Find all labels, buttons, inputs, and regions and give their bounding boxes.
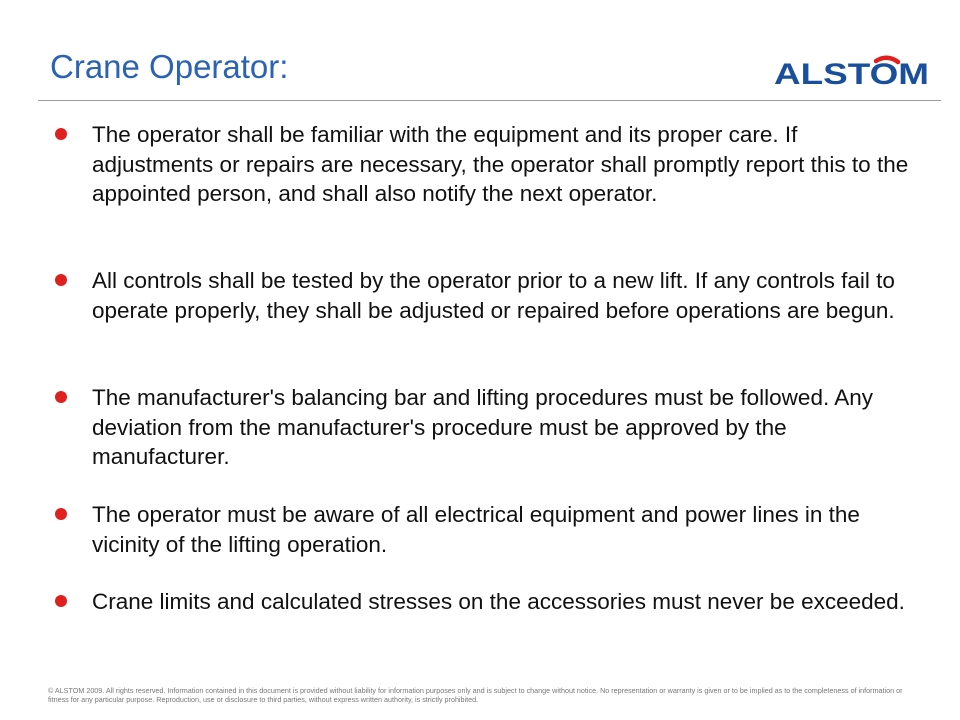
title-divider	[38, 100, 941, 101]
bullet-text: The operator shall be familiar with the equipment and its proper care. If adjustments or repairs are necessary, the operator shall promptly report this to the appointed person, and shall also notify the next operator.	[92, 122, 909, 206]
bullet-item	[55, 587, 915, 617]
bullet-text: The operator must be aware of all electrical equipment and power lines in the vicinity of the lifting operation.	[92, 502, 860, 557]
bullet-dot-icon	[55, 128, 67, 140]
bullet-item	[55, 120, 915, 266]
bullet-dot-icon	[55, 595, 67, 607]
bullet-dot-icon	[55, 391, 67, 403]
alstom-logo	[774, 55, 929, 91]
slide-title: Crane Operator:	[50, 48, 289, 85]
bullet-item	[55, 266, 915, 383]
bullet-dot-icon	[55, 508, 67, 520]
bullet-item	[55, 500, 915, 587]
bullet-list	[55, 120, 915, 617]
bullet-dot-icon	[55, 274, 67, 286]
bullet-text: All controls shall be tested by the operator prior to a new lift. If any controls fail to operate properly, they shall be adjusted or repaired before operations are begun.	[92, 268, 895, 323]
bullet-text: Crane limits and calculated stresses on the accessories must never be exceeded.	[92, 589, 905, 614]
alstom-logo-text: ALSTOM	[774, 58, 929, 91]
copyright-footer: © ALSTOM 2009. All rights reserved. Information contained in this document is provided without liability for information purposes only and is subject to change without notice. No representation or warranty is given or to be implied as to the completeness of information or fitness for any particular purpose. Reproduction, use or disclosure to third parties, without express written authority, is strictly prohibited.	[48, 686, 903, 704]
bullet-item	[55, 383, 915, 500]
bullet-text: The manufacturer's balancing bar and lifting procedures must be followed. Any deviation from the manufacturer's procedure must be approved by the manufacturer.	[92, 385, 873, 469]
